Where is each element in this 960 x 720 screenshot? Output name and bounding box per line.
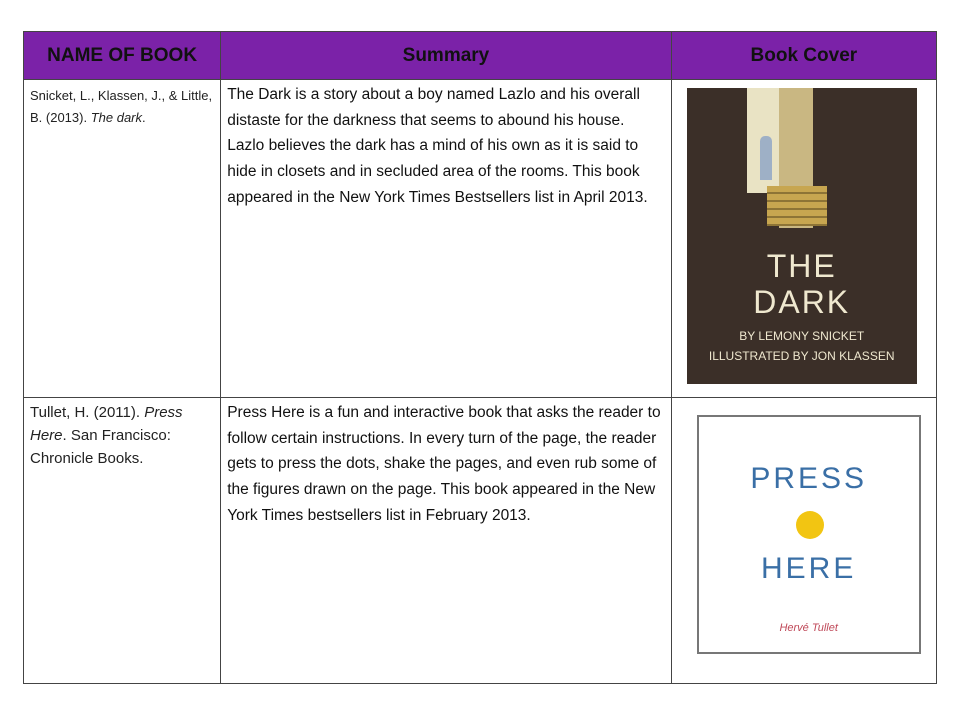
cover-author: BY LEMONY SNICKET [739, 329, 865, 343]
citation-title: The dark [90, 110, 143, 125]
summary-text: Press Here is a fun and interactive book that asks the reader to follow certain instructions. In every turn of the page, the reader gets to press the dots, shake the pages, and even rub some of the figures drawn on the page. This book appeared in the New York Times bestsellers list in February 2013. [227, 404, 661, 524]
cover-title: PRESS [750, 462, 868, 495]
summary-text: The Dark is a story about a boy named Lazlo and his overall distaste for the darkness that seems to abound his house. Lazlo believes the dark has a mind of his own as it is said to hide in closets and in secluded area of the rooms. This book appeared in the New York Times Bestsellers list in April 2013. [227, 86, 648, 206]
summary-cell [221, 80, 671, 398]
citation-text: Snicket, L., Klassen, J., & Little, B. (2013). [30, 88, 213, 125]
citation-text: . San Francisco: Chronicle Books. [30, 427, 171, 467]
cover-illustrator: ILLUSTRATED BY JON KLASSEN [708, 349, 895, 363]
citation [24, 398, 220, 473]
header-row [24, 32, 937, 80]
cover-cell [671, 80, 936, 398]
citation-title: Press Here [30, 404, 183, 444]
citation [24, 80, 220, 134]
citation-cell [24, 80, 221, 398]
books-table [23, 31, 937, 684]
table-row [24, 398, 937, 684]
citation-text: . [142, 110, 146, 125]
yellow-dot-icon [796, 511, 824, 539]
cover-cell [671, 398, 936, 684]
header-book-cover: Book Cover [671, 32, 936, 80]
table-row [24, 80, 937, 398]
cover-title: THE [766, 248, 837, 284]
citation-cell [24, 398, 221, 684]
the-dark-cover-image [687, 88, 917, 384]
cover-title: HERE [761, 552, 857, 585]
cover-title: DARK [753, 284, 851, 320]
header-name-of-book: NAME OF BOOK [24, 32, 221, 80]
cover-author: Hervé Tullet [779, 622, 838, 634]
summary-cell [221, 398, 671, 684]
press-here-cover-image [697, 415, 921, 654]
citation-text: Tullet, H. (2011). [30, 404, 145, 421]
header-summary: Summary [221, 32, 671, 80]
